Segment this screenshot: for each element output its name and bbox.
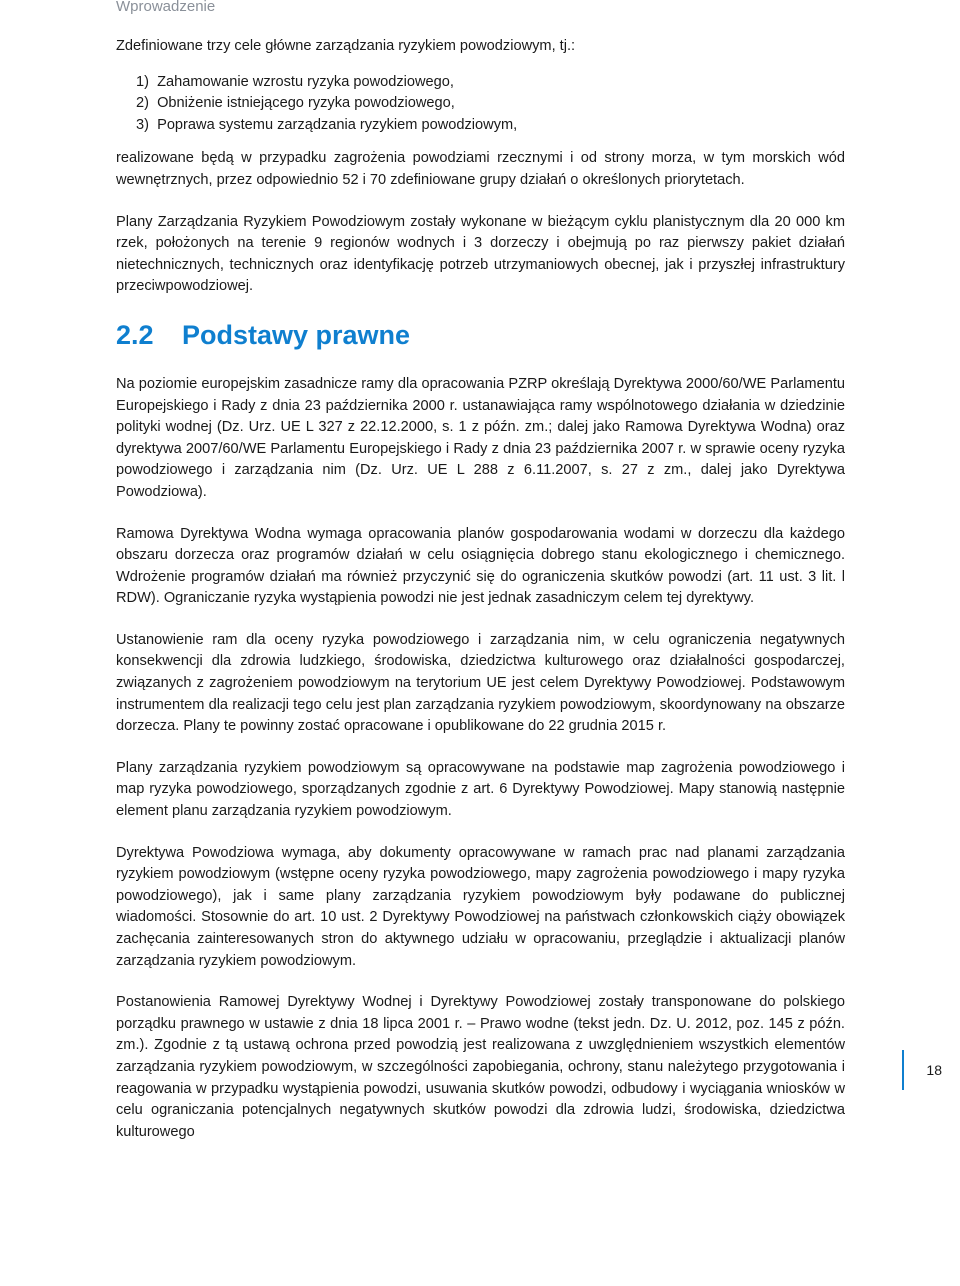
goals-list bbox=[116, 72, 845, 137]
paragraph: realizowane będą w przypadku zagrożenia powodziami rzecznymi i od strony morza, w tym morskich wód wewnętrznych, przez odpowiednio 52 i 70 zdefiniowane grupy działań o określonych priorytetach. bbox=[116, 150, 845, 188]
paragraph: Ramowa Dyrektywa Wodna wymaga opracowania planów gospodarowania wodami w dorzeczu dla każdego obszaru dorzecza oraz programów działań w celu osiągnięcia dobrego stanu ekologicznego i chemicznego. Wdrożenie programów działań ma również przyczynić się do ograniczenia skutków powodzi (art. 11 ust. 3 lit. l RDW). Ograniczanie ryzyka wystąpienia powodzi nie jest jednak zasadniczym celem tej dyrektywy. bbox=[116, 525, 845, 607]
paragraph: Ustanowienie ram dla oceny ryzyka powodziowego i zarządzania nim, w celu ograniczenia negatywnych konsekwencji dla zdrowia ludzkiego, środowiska, dziedzictwa kulturowego oraz działalności gospodarczej, związanych z zagrożeniem powodziowym na terytorium UE jest celem Dyrektywy Powodziowej. Podstawowym instrumentem dla realizacji tego celu jest plan zarządzania ryzykiem powodziowym, skoordynowany na obszarze dorzecza. Plany te powinny zostać opracowane i opublikowane do 22 grudnia 2015 r. bbox=[116, 631, 845, 735]
section-heading bbox=[116, 318, 845, 352]
page-number: 18 bbox=[902, 1050, 960, 1090]
list-item: 1) Zahamowanie wzrostu ryzyka powodziowego, bbox=[136, 73, 454, 90]
paragraph: Dyrektywa Powodziowa wymaga, aby dokumenty opracowywane w ramach prac nad planami zarządzania ryzykiem powodziowym (wstępne oceny ryzyka powodziowego, mapy zagrożenia powodziowego i mapy ryzyka powodziowego), jak i same plany zarządzania ryzykiem powodziowym były podawane do publicznej wiadomości. Stosownie do art. 10 ust. 2 Dyrektywy Powodziowej na państwach członkowskich ciąży obowiązek zachęcania zainteresowanych stron do aktywnego udziału w opracowaniu, przeglądzie i aktualizacji planów zarządzania ryzykiem powodziowym. bbox=[116, 844, 845, 969]
paragraph: Plany Zarządzania Ryzykiem Powodziowym zostały wykonane w bieżącym cyklu planistycznym dla 20 000 km rzek, położonych na terenie 9 regionów wodnych i 3 dorzeczy i obejmują po raz pierwszy pakiet działań nietechnicznych, technicznych oraz identyfikację potrzeb utrzymaniowych obecnej, jak i przyszłej infrastruktury przeciwpowodziowej. bbox=[116, 213, 845, 295]
paragraph: Plany zarządzania ryzykiem powodziowym są opracowywane na podstawie map zagrożenia powodziowego i map ryzyka powodziowego, sporządzanych zgodnie z art. 6 Dyrektywy Powodziowej. Mapy stanowią następnie element planu zarządzania ryzykiem powodziowym. bbox=[116, 759, 845, 820]
running-header: Wprowadzenie bbox=[116, 0, 216, 15]
page-body bbox=[116, 36, 845, 1163]
intro-text: Zdefiniowane trzy cele główne zarządzania ryzykiem powodziowym, tj.: bbox=[116, 38, 576, 54]
section-title: Podstawy prawne bbox=[182, 319, 411, 350]
paragraph: Postanowienia Ramowej Dyrektywy Wodnej i Dyrektywy Powodziowej zostały transponowane do polskiego porządku prawnego w ustawie z dnia 18 lipca 2001 r. – Prawo wodne (tekst jedn. Dz. U. 2012, poz. 145 z późn. zm.). Zgodnie z tą ustawą ochrona przed powodzią jest realizowana z uwzględnieniem wszystkich elementów zarządzania ryzykiem powodziowym, w szczególności zapobiegania, ochrony, stanu należytego przygotowania i reagowania w przypadku wystąpienia powodzi, usuwania skutków powodzi, odbudowy i wyciągania wniosków w celu ograniczania potencjalnych negatywnych skutków powodzi dla zdrowia ludzi, środowiska, dziedzictwa kulturowego bbox=[116, 994, 845, 1140]
list-item: 3) Poprawa systemu zarządzania ryzykiem powodziowym, bbox=[136, 116, 518, 133]
list-item: 2) Obniżenie istniejącego ryzyka powodziowego, bbox=[136, 95, 455, 112]
section-number: 2.2 bbox=[116, 319, 154, 350]
paragraph: Na poziomie europejskim zasadnicze ramy dla opracowania PZRP określają Dyrektywa 2000/60/WE Parlamentu Europejskiego i Rady z dnia 23 października 2000 r. ustanawiająca ramy wspólnotowego działania w dziedzinie polityki wodnej (Dz. Urz. UE L 327 z 22.12.2000, s. 1 z późn. zm.; dalej jako Ramowa Dyrektywa Wodna) oraz dyrektywa 2007/60/WE Parlamentu Europejskiego i Rady z dnia 23 października 2007 r. w sprawie oceny ryzyka powodziowego i zarządzania nim (Dz. Urz. UE L 288 z 6.11.2007, s. 27 z zm., dalej jako Dyrektywa Powodziowa). bbox=[116, 375, 845, 500]
